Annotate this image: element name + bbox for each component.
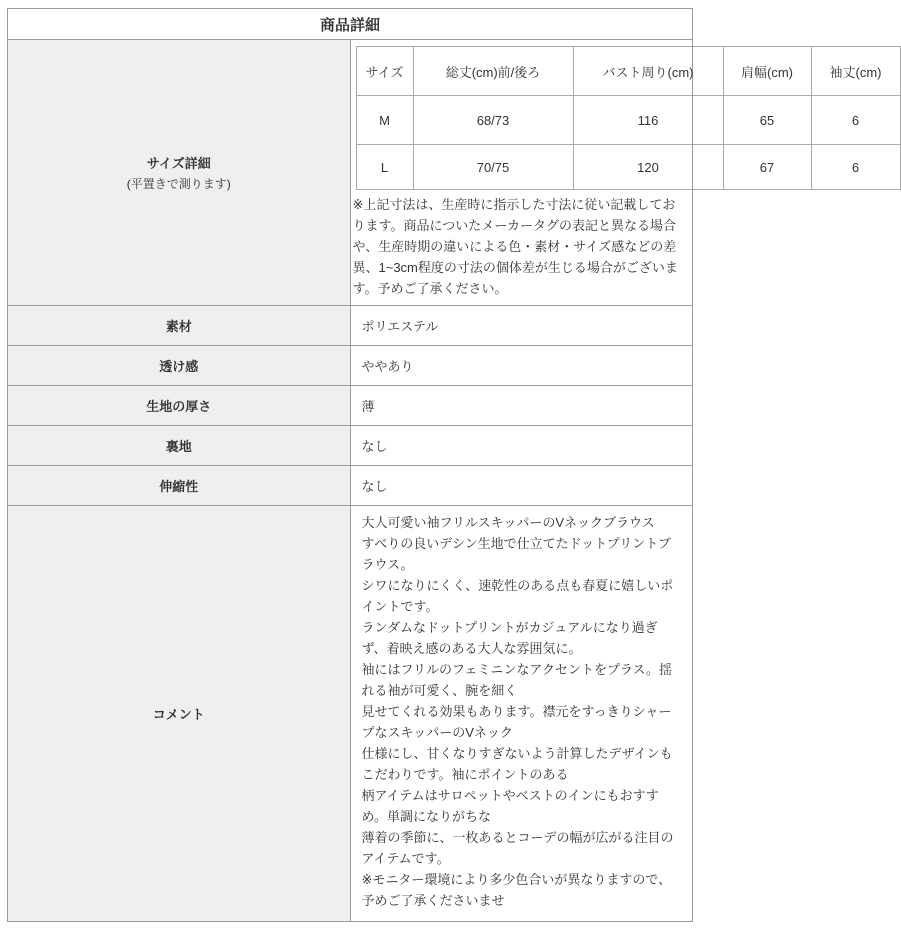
comment-label: コメント [8,506,351,922]
spec-row-material [8,306,693,346]
size-detail-value-cell [350,40,882,306]
size-detail-sublabel: (平置きで測ります) [126,177,231,191]
page-title: 商品詳細 [8,9,693,40]
spec-row-lining [8,426,693,466]
spec-row-stretch [8,466,693,506]
comment-row [8,506,693,922]
size-value: 65 [723,96,811,145]
spec-row-sheerness [8,346,693,386]
spec-value: なし [350,426,693,466]
spec-label: 生地の厚さ [8,386,351,426]
comment-line: 仕様にし、甘くなりすぎないよう計算したデザインもこだわりです。袖にポイントのある [361,746,673,782]
comment-line: 薄着の季節に、一枚あるとコーデの幅が広がる注目のアイテムです。 [361,830,674,866]
size-chart-header: 総丈(cm)前/後ろ [413,47,573,96]
size-value: 120 [573,145,723,190]
spec-value: なし [350,466,693,506]
size-value: 70/75 [413,145,573,190]
size-value: 116 [573,96,723,145]
size-chart-header: 肩幅(cm) [723,47,811,96]
size-chart-table [356,46,901,190]
size-value: 6 [811,145,900,190]
size-value: 68/73 [413,96,573,145]
comment-line: 大人可愛い袖フリルスキッパーのVネックブラウス [361,515,655,530]
comment-line: ※モニター環境により多少色合いが異なりますので、予めご了承くださいませ [361,872,672,908]
size-value: 6 [811,96,900,145]
spec-value: ややあり [350,346,693,386]
size-detail-label: サイズ詳細 [146,156,211,171]
spec-value: ポリエステル [350,306,693,346]
size-chart-row-m [356,96,900,145]
spec-label: 素材 [8,306,351,346]
size-chart-header: サイズ [356,47,413,96]
size-name-cell: M [356,96,413,145]
comment-line: 柄アイテムはサロペットやベストのインにもおすすめ。単調になりがちな [361,788,659,824]
spec-label: 透け感 [8,346,351,386]
comment-line: すべりの良いデシン生地で仕立てたドットプリントブラウス。 [361,536,671,572]
size-value: 67 [723,145,811,190]
size-chart-header: 袖丈(cm) [811,47,900,96]
comment-line: 袖にはフリルのフェミニンなアクセントをプラス。揺れる袖が可愛く、腕を細く [361,662,672,698]
comment-line: ランダムなドットプリントがカジュアルになり過ぎず、着映え感のある大人な雰囲気に。 [361,620,658,656]
size-chart-header-row [356,47,900,96]
spec-row-fabric-thickness [8,386,693,426]
size-name-cell: L [356,145,413,190]
spec-label: 伸縮性 [8,466,351,506]
size-note: ※上記寸法は、生産時に指示した寸法に従い記載しております。商品についたメーカータグの表記と異なる場合や、生産時期の違いによる色・素材・サイズ感などの差異、1~3cm程度の寸法の個体差が生じる場合がございます。予めご了承ください。 [352,197,678,296]
comment-line: 見せてくれる効果もあります。襟元をすっきりシャープなスキッパーのVネック [361,704,672,740]
spec-label: 裏地 [8,426,351,466]
comment-line: シワになりにくく、速乾性のある点も春夏に嬉しいポイントです。 [361,578,674,614]
size-detail-row [8,40,693,306]
spec-value: 薄 [350,386,693,426]
product-detail-table [7,8,882,922]
size-chart-header: バスト周り(cm) [573,47,723,96]
size-detail-label-cell [8,40,351,306]
size-chart-row-l [356,145,900,190]
title-row [8,9,693,40]
comment-value-cell [350,506,693,922]
